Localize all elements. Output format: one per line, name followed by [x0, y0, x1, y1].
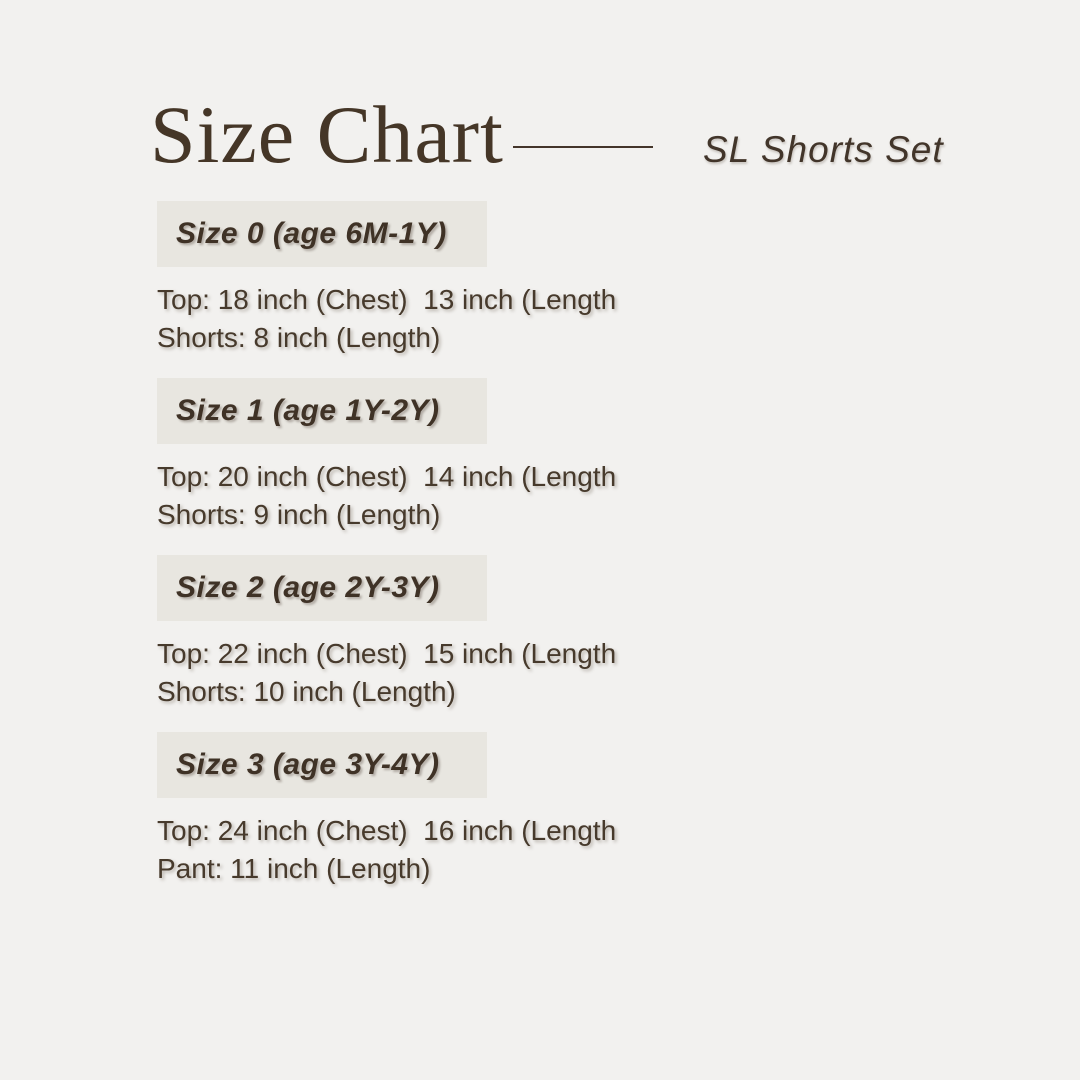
bottom-measurements: Shorts: 8 inch (Length): [157, 322, 441, 353]
product-name: SL Shorts Set: [703, 129, 944, 170]
bottom-measurements: Pant: 11 inch (Length): [157, 853, 431, 884]
size-label: Size 0 (age 6M-1Y): [176, 217, 447, 250]
size-label: Size 1 (age 1Y-2Y): [176, 394, 440, 427]
size-section-1: [157, 378, 777, 534]
size-label-box: [157, 732, 487, 798]
top-measurements: Top: 20 inch (Chest) 14 inch (Length: [157, 461, 617, 492]
size-section-3: [157, 732, 777, 888]
size-label-box: [157, 201, 487, 267]
title-divider-line: [513, 146, 653, 148]
page-title: Size Chart: [150, 89, 504, 180]
size-label-box: [157, 555, 487, 621]
size-section-2: [157, 555, 777, 711]
size-sections: [157, 201, 777, 909]
size-label-box: [157, 378, 487, 444]
top-measurements: Top: 22 inch (Chest) 15 inch (Length: [157, 638, 617, 669]
size-section-0: [157, 201, 777, 357]
bottom-measurements: Shorts: 10 inch (Length): [157, 676, 456, 707]
size-label: Size 2 (age 2Y-3Y): [176, 571, 440, 604]
top-measurements: Top: 24 inch (Chest) 16 inch (Length: [157, 815, 617, 846]
size-label: Size 3 (age 3Y-4Y): [176, 748, 440, 781]
top-measurements: Top: 18 inch (Chest) 13 inch (Length: [157, 284, 617, 315]
bottom-measurements: Shorts: 9 inch (Length): [157, 499, 441, 530]
